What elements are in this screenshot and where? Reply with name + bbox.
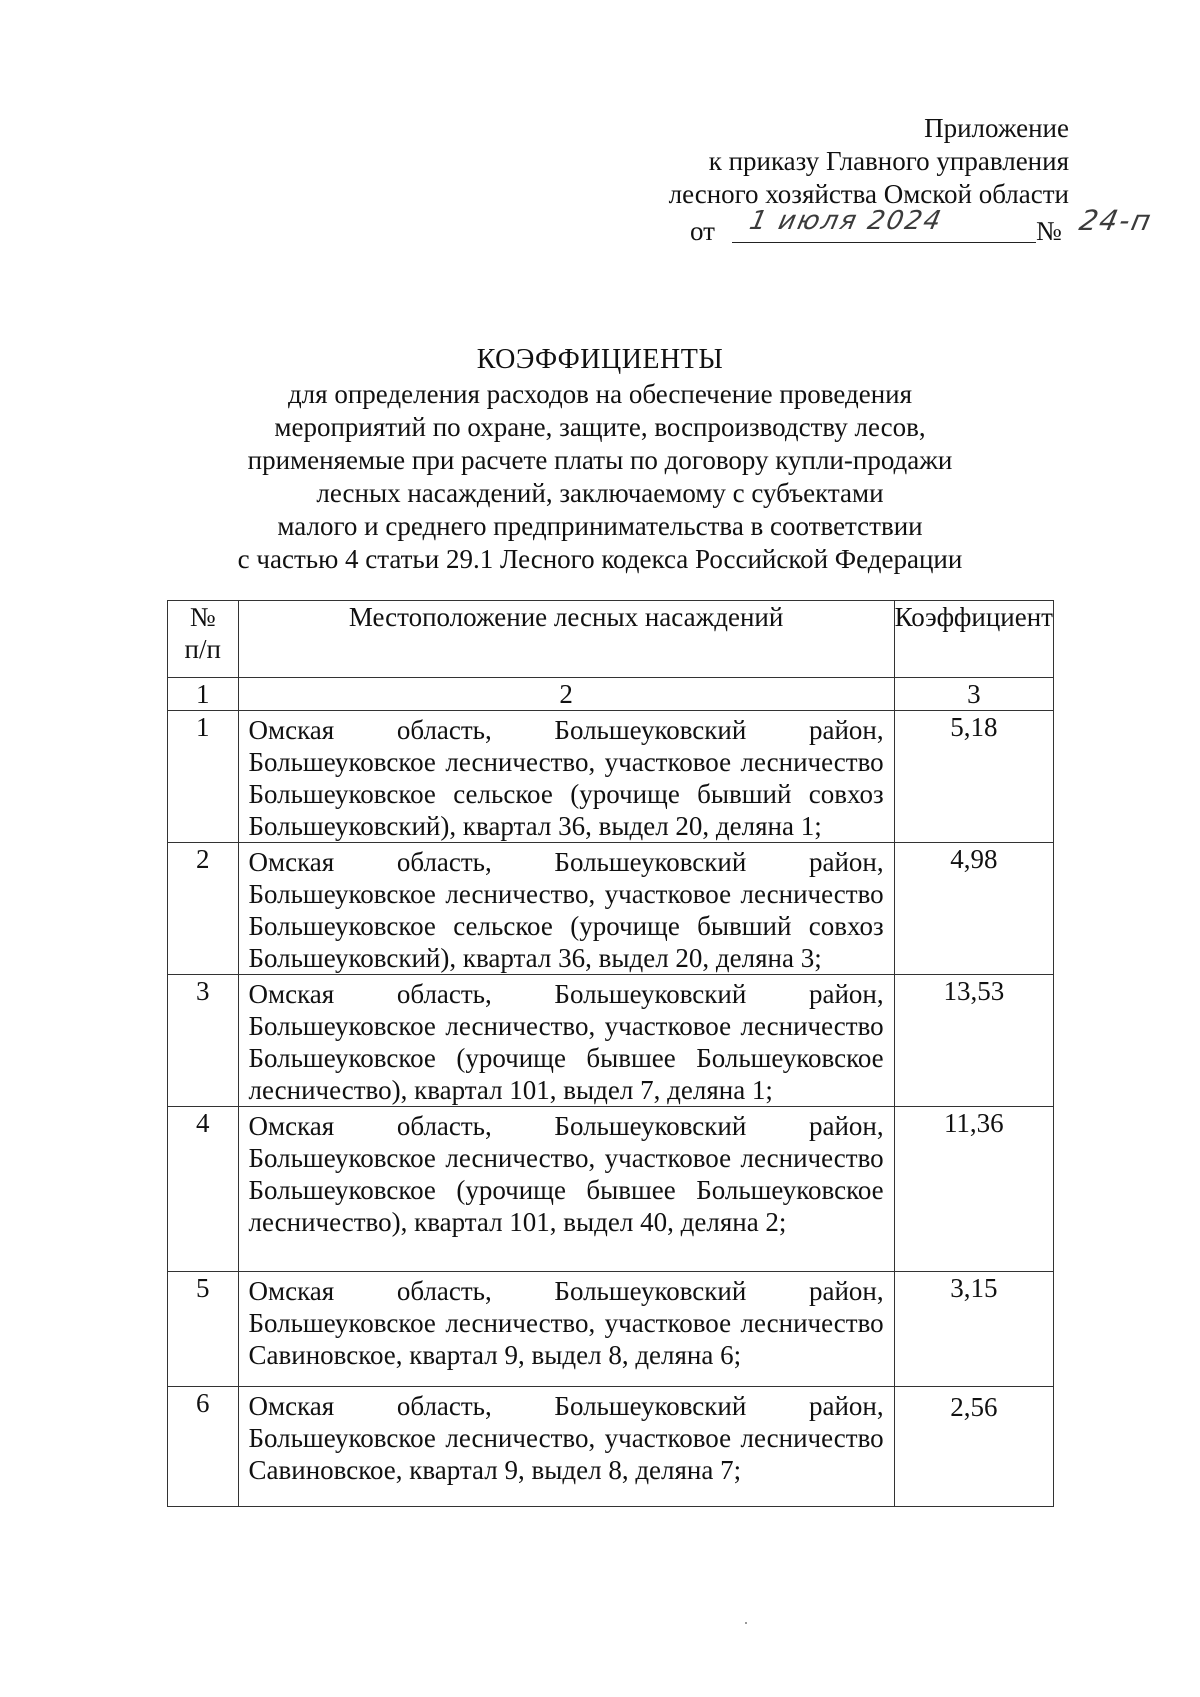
scan-speck [745,1622,747,1624]
appendix-line-2: к приказу Главного управления [708,146,1069,176]
location-text: Омская область, Большеуковский район, Большеуковское лесничество, участковое лесничество Большеуковское сельское (урочище бывший совхоз Большеуковский), квартал 36, выдел 20, деляна 3; [248,847,884,973]
location-text: Омская область, Большеуковский район, Большеуковское лесничество, участковое лесничество Савиновское, квартал 9, выдел 8, деляна 6; [248,1276,884,1370]
row-coefficient: 5,18 [894,711,1053,843]
row-number: 2 [168,843,239,975]
header-location: Местоположение лесных насаждений [238,601,894,678]
row-number: 3 [168,975,239,1107]
handwritten-number: 24-п [1076,204,1156,237]
number-prefix: № [1036,216,1062,246]
title-line-5: малого и среднего предпринимательства в соответствии [277,511,923,541]
title-line-2: мероприятий по охране, защите, воспроизводству лесов, [274,412,926,442]
header-num-line-1: № [189,602,216,632]
coefficients-table [167,600,1054,1507]
column-index: 3 [894,678,1053,711]
appendix-line-1: Приложение [924,113,1069,143]
order-date-field [732,208,1036,243]
header-num [168,601,239,678]
row-location [238,1272,894,1387]
row-number: 6 [168,1387,239,1507]
document-title [150,343,1050,576]
row-number: 5 [168,1272,239,1387]
row-location [238,1387,894,1507]
appendix-header [549,112,1069,211]
row-location [238,1107,894,1272]
order-date-number-line [690,204,1156,248]
title-line-1: для определения расходов на обеспечение проведения [287,379,913,409]
row-number: 4 [168,1107,239,1272]
table-row [168,1387,1054,1507]
date-prefix: от [690,216,715,246]
table-row [168,711,1054,843]
table-row [168,1272,1054,1387]
column-index: 1 [168,678,239,711]
location-text: Омская область, Большеуковский район, Большеуковское лесничество, участковое лесничество Савиновское, квартал 9, выдел 8, деляна 7; [248,1391,884,1485]
column-index-row [168,678,1054,711]
row-coefficient: 2,56 [894,1387,1053,1507]
row-coefficient: 11,36 [894,1107,1053,1272]
row-location [238,843,894,975]
title-main: КОЭФФИЦИЕНТЫ [476,344,724,375]
row-number: 1 [168,711,239,843]
title-line-4: лесных насаждений, заключаемому с субъектами [316,478,884,508]
column-index: 2 [238,678,894,711]
table-row [168,1107,1054,1272]
location-text: Омская область, Большеуковский район, Большеуковское лесничество, участковое лесничество Большеуковское (урочище бывшее Большеуковское лесничество), квартал 101, выдел 40, деляна 2; [248,1111,884,1237]
table-row [168,843,1054,975]
location-text: Омская область, Большеуковский район, Большеуковское лесничество, участковое лесничество Большеуковское сельское (урочище бывший совхоз Большеуковский), квартал 36, выдел 20, деляна 1; [248,715,884,841]
table-row [168,975,1054,1107]
appendix-line-3: лесного хозяйства Омской области [668,179,1069,209]
location-text: Омская область, Большеуковский район, Большеуковское лесничество, участковое лесничество Большеуковское (урочище бывшее Большеуковское лесничество), квартал 101, выдел 7, деляна 1; [248,979,884,1105]
row-location [238,975,894,1107]
table-header-row [168,601,1054,678]
handwritten-date: 1 июля 2024 [746,206,946,236]
order-number-field [1076,204,1160,242]
row-coefficient: 13,53 [894,975,1053,1107]
header-num-line-2: п/п [184,634,221,664]
row-location [238,711,894,843]
header-coefficient: Коэффициент [894,601,1053,678]
row-coefficient: 4,98 [894,843,1053,975]
title-line-6: с частью 4 статьи 29.1 Лесного кодекса Российской Федерации [237,544,963,574]
title-line-3: применяемые при расчете платы по договору купли-продажи [247,445,953,475]
row-coefficient: 3,15 [894,1272,1053,1387]
